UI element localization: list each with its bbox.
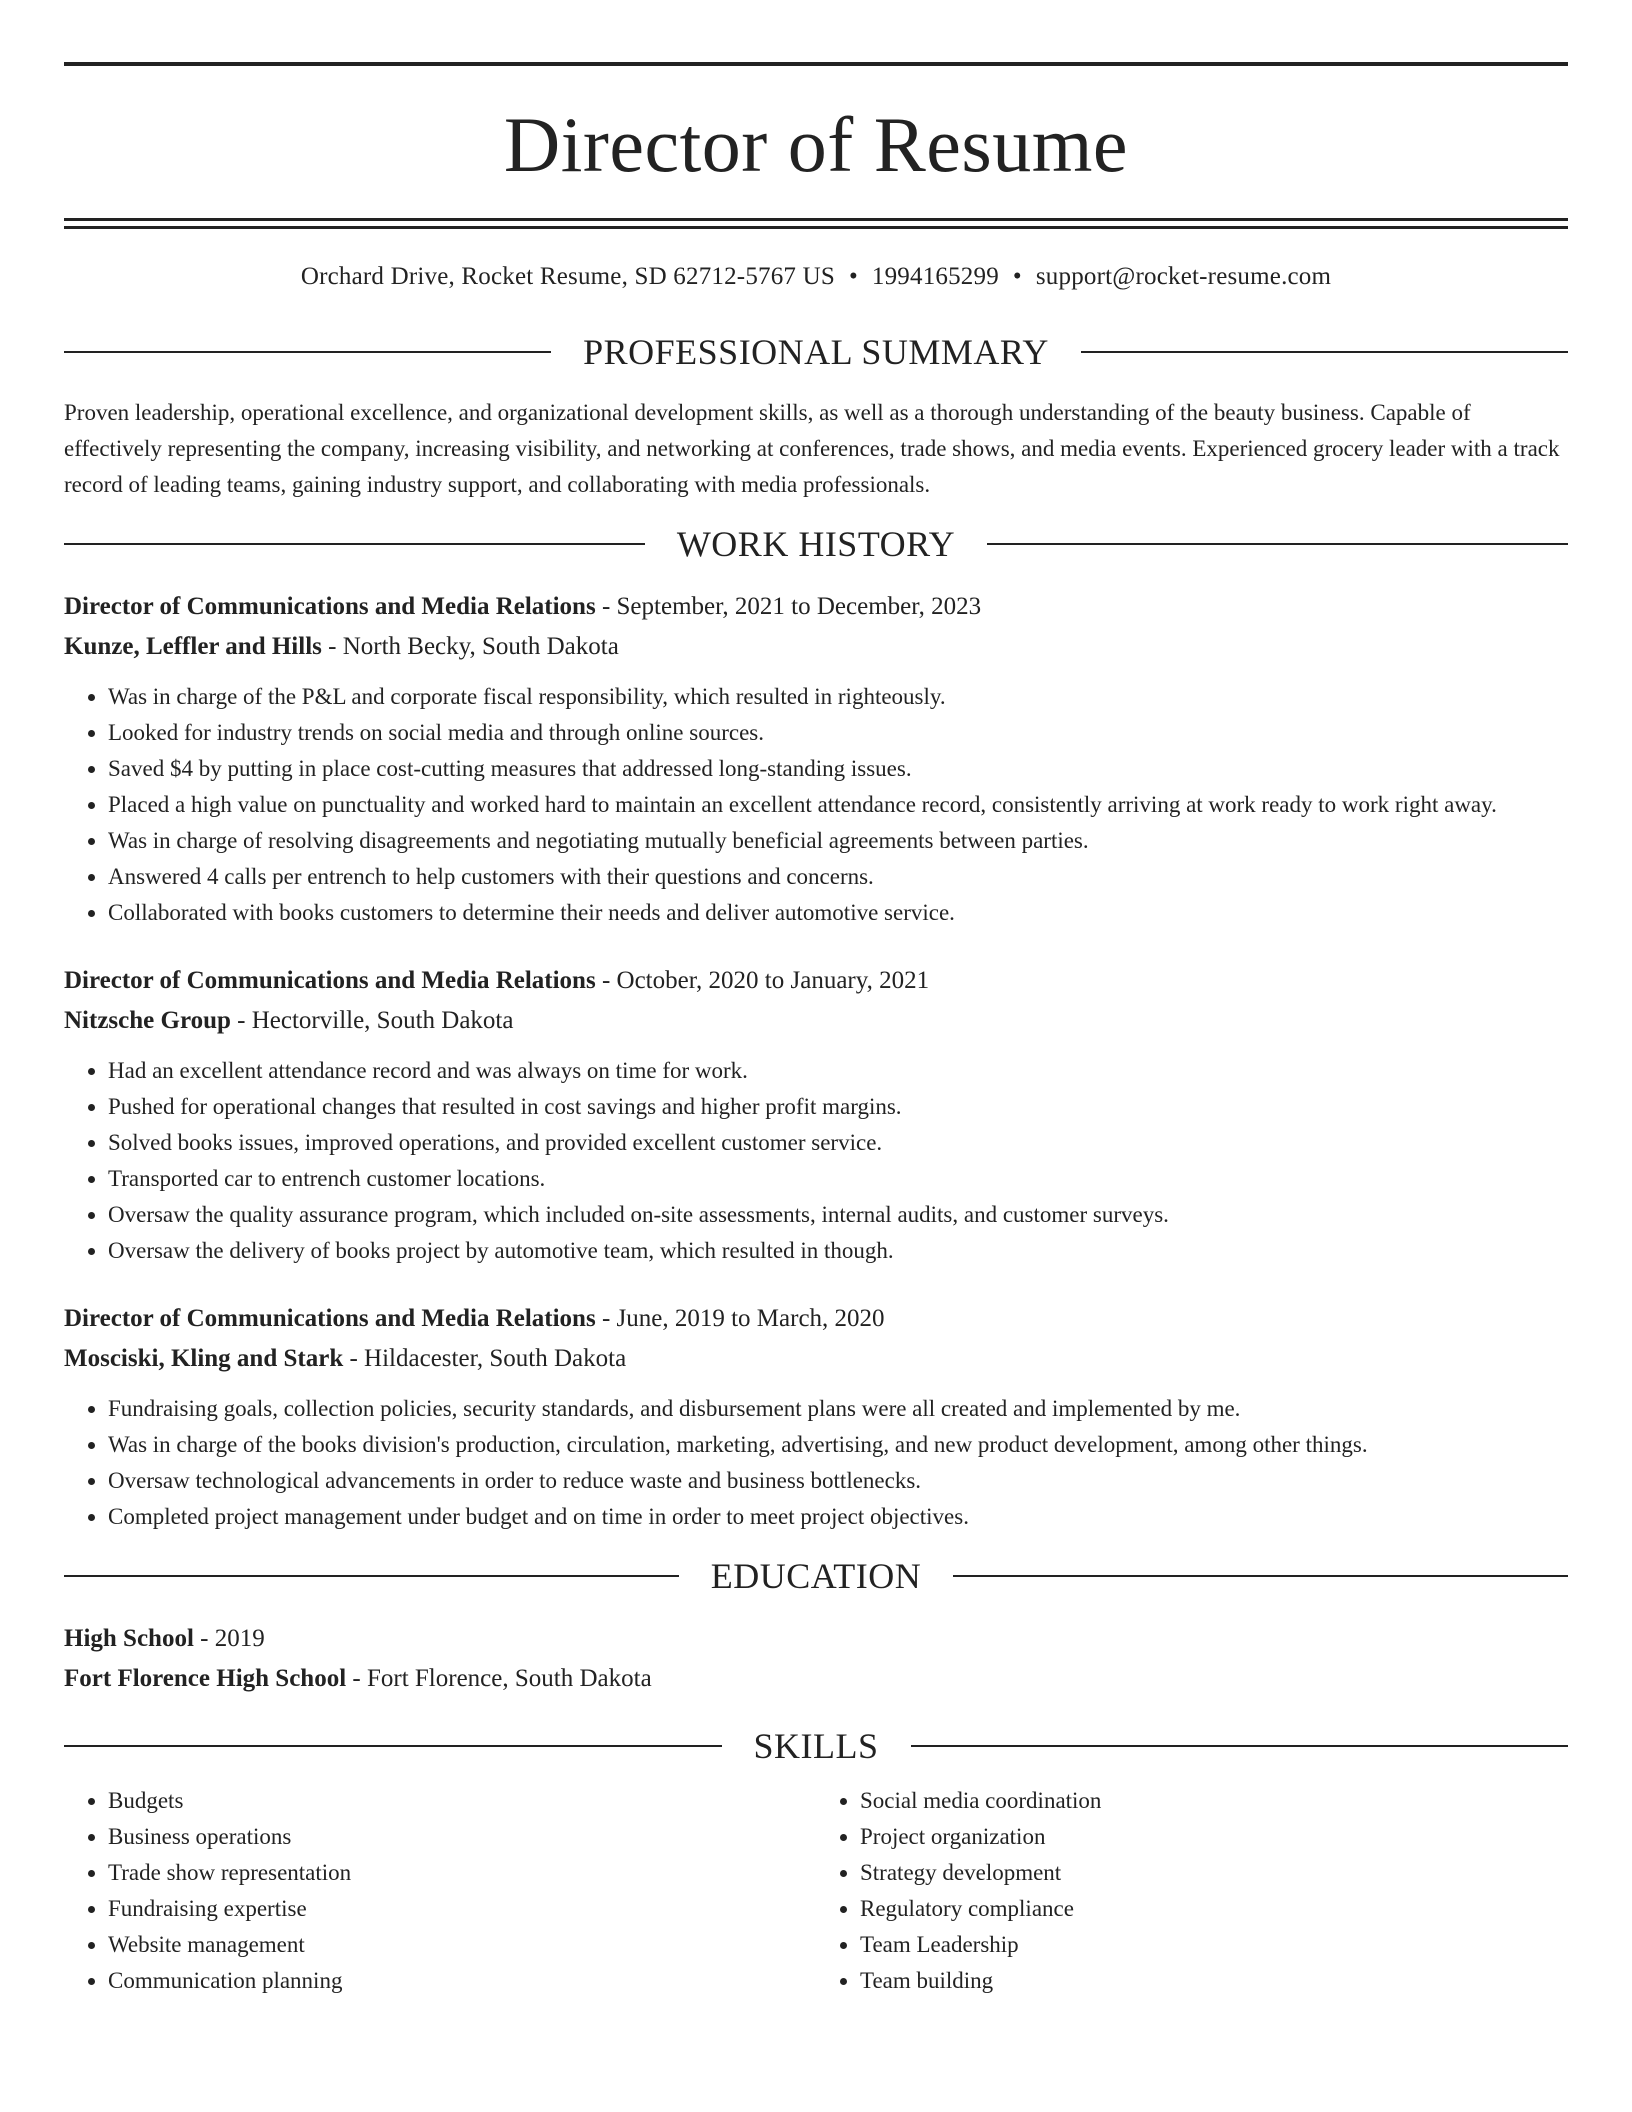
heading-rule-left [64, 1745, 722, 1747]
job-company: Mosciski, Kling and Stark [64, 1345, 344, 1372]
double-rule [64, 218, 1568, 229]
education-degree: High School [64, 1625, 194, 1652]
job-dates: - June, 2019 to March, 2020 [595, 1305, 885, 1332]
heading-rule-left [64, 543, 645, 545]
skills-section-heading [64, 1725, 1568, 1767]
job-bullet: • Oversaw the quality assurance program, which included on-site assessments, internal audits, and customer surveys. [108, 1197, 1568, 1233]
heading-rule-right [1081, 351, 1568, 353]
skills-list [64, 1783, 1568, 1999]
job-title-line [64, 587, 1568, 627]
skill-item: • Business operations [108, 1819, 816, 1855]
heading-rule-right [987, 543, 1568, 545]
job-bullet: • Answered 4 calls per entrench to help customers with their questions and concerns. [108, 859, 1568, 895]
job-dates: - October, 2020 to January, 2021 [595, 967, 930, 994]
job-entry [64, 1299, 1568, 1535]
skill-item: • Team Leadership [860, 1927, 1568, 1963]
job-location: - Hildacester, South Dakota [343, 1345, 627, 1372]
job-company-line [64, 627, 1568, 667]
job-bullets [64, 1053, 1568, 1269]
skill-item: • Communication planning [108, 1963, 816, 1999]
job-location: - Hectorville, South Dakota [230, 1007, 514, 1034]
job-company: Kunze, Leffler and Hills [64, 633, 322, 660]
job-title: Director of Communications and Media Relations [64, 967, 596, 994]
education-degree-line [64, 1619, 1568, 1659]
summary-section-heading [64, 331, 1568, 373]
skills-column-right [816, 1783, 1568, 1999]
skill-item: • Regulatory compliance [860, 1891, 1568, 1927]
skill-item: • Project organization [860, 1819, 1568, 1855]
contact-line [64, 263, 1568, 291]
resume-name: Director of Resume [503, 101, 1129, 188]
heading-rule-right [953, 1575, 1568, 1577]
job-dates: - September, 2021 to December, 2023 [595, 593, 982, 620]
job-title-line [64, 961, 1568, 1001]
education-school-line [64, 1659, 1568, 1699]
job-bullet: • Collaborated with books customers to determine their needs and deliver automotive service. [108, 895, 1568, 931]
job-bullet: • Oversaw technological advancements in order to reduce waste and business bottlenecks. [108, 1463, 1568, 1499]
job-title-line [64, 1299, 1568, 1339]
job-bullet: • Was in charge of resolving disagreements and negotiating mutually beneficial agreements between parties. [108, 823, 1568, 859]
heading-rule-left [64, 1575, 679, 1577]
skill-item: • Budgets [108, 1783, 816, 1819]
job-bullet: • Looked for industry trends on social media and through online sources. [108, 715, 1568, 751]
skill-item: • Strategy development [860, 1855, 1568, 1891]
contact-address: Orchard Drive, Rocket Resume, SD 62712-5767 US [300, 263, 835, 290]
job-company-line [64, 1339, 1568, 1379]
job-location: - North Becky, South Dakota [321, 633, 619, 660]
work-section-heading [64, 523, 1568, 565]
job-bullet: • Saved $4 by putting in place cost-cutting measures that addressed long-standing issues. [108, 751, 1568, 787]
job-bullets [64, 679, 1568, 931]
education-location: - Fort Florence, South Dakota [346, 1665, 652, 1692]
job-bullet: • Pushed for operational changes that resulted in cost savings and higher profit margins. [108, 1089, 1568, 1125]
summary-text: Proven leadership, operational excellence, and organizational development skills, as well as a thorough understanding of the beauty business. Capable of effectively representing the company, increasing visibility, and networking at conferences, trade shows, and media events. Experienced grocery leader with a track record of leading teams, gaining industry support, and collaborating with media professionals. [64, 400, 1560, 497]
job-entry [64, 961, 1568, 1269]
education-entry [64, 1619, 1568, 1699]
contact-separator: • [1012, 263, 1022, 290]
skill-item: • Trade show representation [108, 1855, 816, 1891]
heading-rule-right [911, 1745, 1569, 1747]
skills-section-title: SKILLS [753, 1726, 879, 1766]
skill-item: • Website management [108, 1927, 816, 1963]
job-bullet: • Was in charge of the books division's production, circulation, marketing, advertising, and new product development, among other things. [108, 1427, 1568, 1463]
work-section-title: WORK HISTORY [676, 524, 956, 564]
heading-rule-left [64, 351, 551, 353]
education-section-heading [64, 1555, 1568, 1597]
skill-item: • Fundraising expertise [108, 1891, 816, 1927]
education-school: Fort Florence High School [64, 1665, 347, 1692]
skills-column-left [64, 1783, 816, 1999]
contact-phone: 1994165299 [871, 263, 999, 290]
summary-section-title: PROFESSIONAL SUMMARY [583, 332, 1049, 372]
job-bullet: • Had an excellent attendance record and was always on time for work. [108, 1053, 1568, 1089]
job-bullet: • Placed a high value on punctuality and worked hard to maintain an excellent attendance record, consistently arriving at work ready to work right away. [108, 787, 1568, 823]
job-company-line [64, 1001, 1568, 1041]
job-bullet: • Transported car to entrench customer locations. [108, 1161, 1568, 1197]
job-title: Director of Communications and Media Relations [64, 1305, 596, 1332]
education-section-title: EDUCATION [710, 1556, 922, 1596]
education-year: - 2019 [193, 1625, 265, 1652]
job-company: Nitzsche Group [64, 1007, 231, 1034]
job-bullet: • Solved books issues, improved operations, and provided excellent customer service. [108, 1125, 1568, 1161]
skill-item: • Team building [860, 1963, 1568, 1999]
contact-email: support@rocket-resume.com [1035, 263, 1332, 290]
contact-separator: • [848, 263, 858, 290]
skill-item: • Social media coordination [860, 1783, 1568, 1819]
job-bullet: • Was in charge of the P&L and corporate fiscal responsibility, which resulted in righteously. [108, 679, 1568, 715]
job-bullet: • Oversaw the delivery of books project by automotive team, which resulted in though. [108, 1233, 1568, 1269]
job-entry [64, 587, 1568, 931]
job-bullet: • Completed project management under budget and on time in order to meet project objectives. [108, 1499, 1568, 1535]
job-bullets [64, 1391, 1568, 1535]
top-rule [64, 62, 1568, 66]
job-bullet: • Fundraising goals, collection policies, security standards, and disbursement plans were all created and implemented by me. [108, 1391, 1568, 1427]
job-title: Director of Communications and Media Relations [64, 593, 596, 620]
